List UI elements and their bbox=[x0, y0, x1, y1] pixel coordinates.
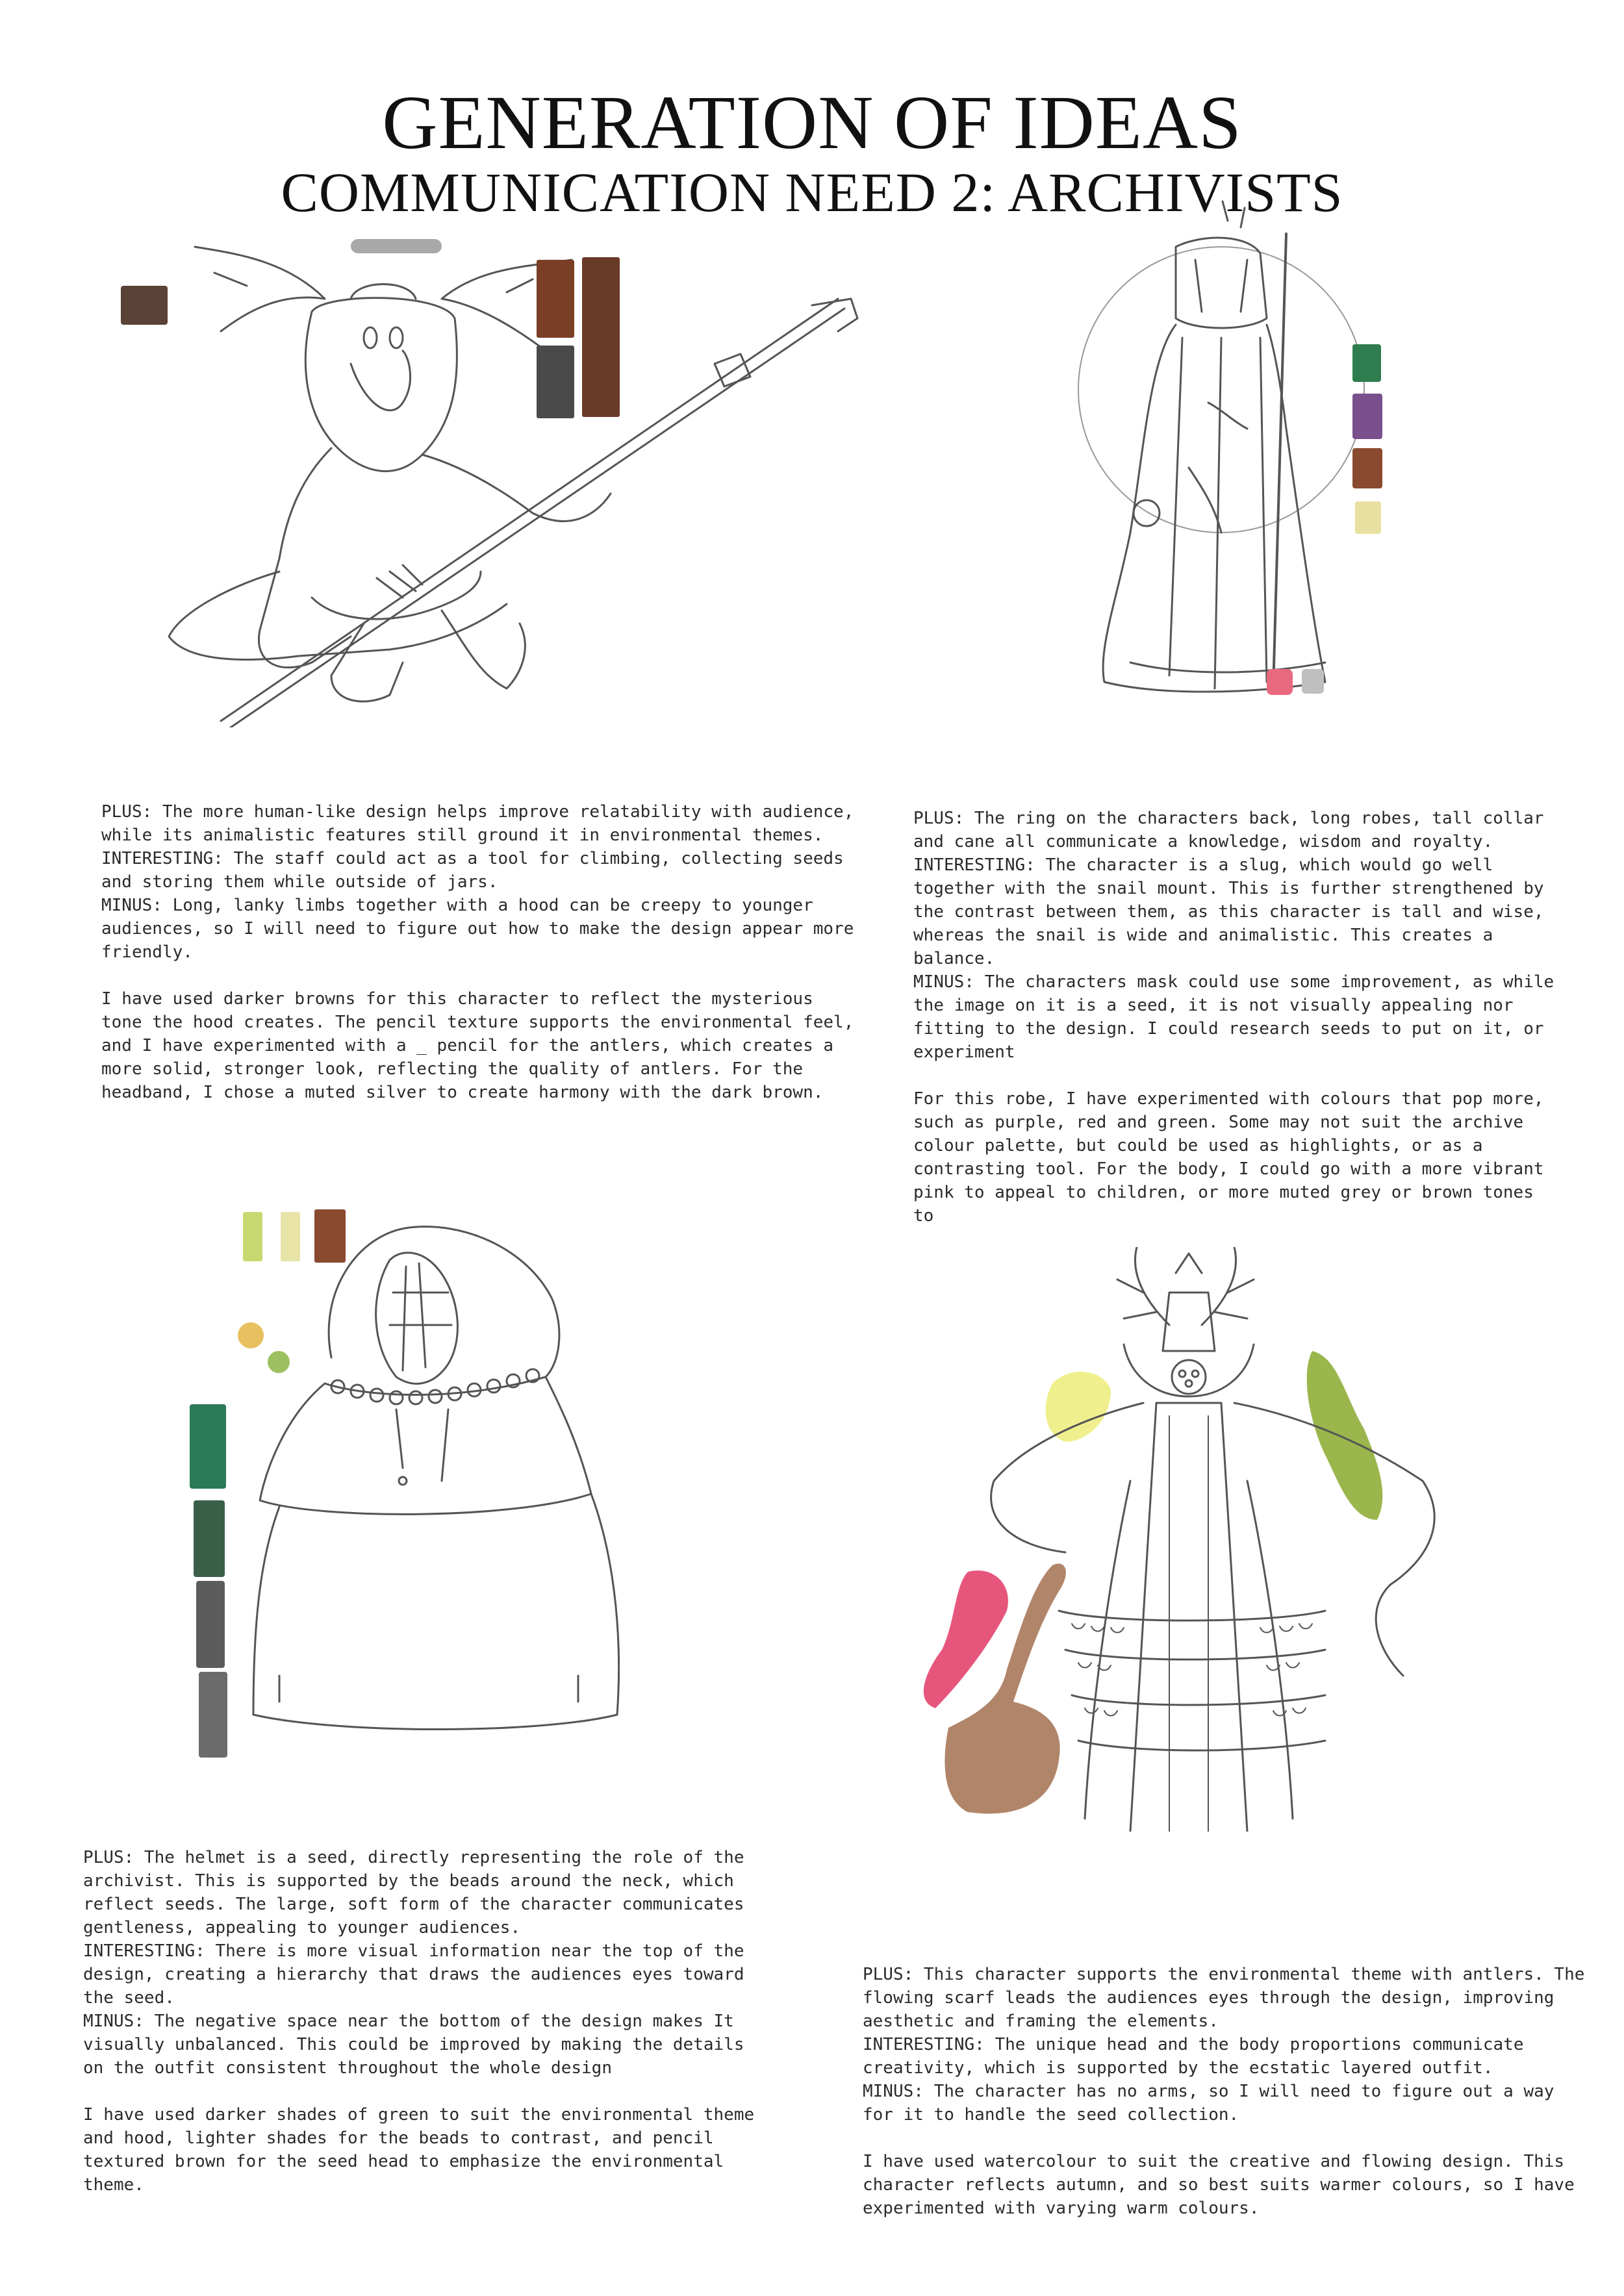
hooded-minus: MINUS: Long, lanky limbs together with a hood can be creepy to younger audiences, so I will need to figure out how to make the design appear more friendly. bbox=[101, 896, 865, 962]
color-swatch-dark-green bbox=[194, 1500, 225, 1577]
color-swatch-purple bbox=[1352, 394, 1382, 439]
antlered-character-notes bbox=[863, 1916, 1595, 2243]
color-swatch-dark-grey bbox=[196, 1581, 225, 1668]
seed-evaluation bbox=[83, 1846, 772, 2080]
hooded-character-sketch bbox=[117, 208, 870, 727]
hooded-colour-notes: I have used darker browns for this character to reflect the mysterious tone the hood creates. The pencil texture supports the environmental feel, and I have experimented with a _ pencil for the antlers, which creates a more solid, stronger look, reflecting the quality of antlers. For the headband, I chose a muted silver to create harmony with the dark brown. bbox=[101, 989, 865, 1102]
hooded-character-notes bbox=[101, 753, 865, 1128]
seed-colour-notes: I have used darker shades of green to suit the environmental theme and hood, lighter shades for the beads to contrast, and pencil textured brown for the seed head to emphasize the environmental theme. bbox=[83, 2105, 765, 2195]
antlers-plus: PLUS: This character supports the environmental theme with antlers. The flowing scarf leads the audiences eyes through the design, improving aesthetic and framing the elements. bbox=[863, 1965, 1595, 2031]
color-swatch-dark-brown bbox=[121, 286, 168, 325]
hooded-interesting: INTERESTING: The staff could act as a tool for climbing, collecting seeds and storing them while outside of jars. bbox=[101, 849, 854, 892]
color-swatch-dot-green bbox=[268, 1351, 290, 1373]
yellow-watercolour-wash bbox=[1046, 1372, 1111, 1442]
seed-character-drawing bbox=[240, 1221, 630, 1754]
seed-plus: PLUS: The helmet is a seed, directly representing the role of the archivist. This is supported by the beads around the neck, which reflect seeds. The large, soft form of the character communicates gentleness, appealing to younger audiences. bbox=[83, 1848, 755, 1937]
magenta-watercolour-wash bbox=[924, 1571, 1008, 1708]
color-swatch-rust-1 bbox=[537, 260, 574, 338]
hooded-evaluation bbox=[101, 800, 865, 964]
antlers-interesting: INTERESTING: The unique head and the body proportions communicate creativity, which is supported by the ecstatic layered outfit. bbox=[863, 2035, 1534, 2078]
color-swatch-charcoal bbox=[537, 346, 574, 418]
slug-character-notes bbox=[913, 760, 1564, 1251]
color-swatch-pink bbox=[1267, 669, 1293, 695]
slug-minus: MINUS: The characters mask could use some improvement, as while the image on it is a seed, it is not visually appealing nor fitting to the design. I could research seeds to put on it, or experiment bbox=[913, 972, 1564, 1062]
slug-character-sketch bbox=[1052, 195, 1390, 701]
color-swatch-teal-green bbox=[190, 1404, 226, 1489]
color-swatch-green bbox=[1352, 344, 1381, 382]
slug-plus: PLUS: The ring on the characters back, long robes, tall collar and cane all communicate a knowledge, wisdom and royalty. bbox=[913, 809, 1554, 852]
slug-colour-notes: For this robe, I have experimented with colours that pop more, such as purple, red and green. Some may not suit the archive colour palette, but could be used as highlights, or as a contrasting tool. For the body, I could go with a more vibrant pink to appeal to children, or more muted grey or brown tones to bbox=[913, 1089, 1554, 1226]
page-subtitle: COMMUNICATION NEED 2: ARCHIVISTS bbox=[281, 161, 1343, 224]
color-swatch-dot-yellow bbox=[238, 1322, 264, 1348]
seed-character-notes bbox=[83, 1799, 772, 2220]
seed-interesting: INTERESTING: There is more visual information near the top of the design, creating a hierarchy that draws the audiences eyes toward the seed. bbox=[83, 1941, 755, 2008]
antlers-evaluation bbox=[863, 1963, 1595, 2126]
slug-character-drawing bbox=[1052, 195, 1390, 701]
antlers-minus: MINUS: The character has no arms, so I will need to figure out a way for it to handle the seed collection. bbox=[863, 2082, 1565, 2125]
seed-character-sketch bbox=[240, 1221, 630, 1754]
color-swatch-rust-2 bbox=[582, 257, 620, 417]
page-title: GENERATION OF IDEAS bbox=[382, 80, 1242, 166]
color-swatch-light-yellow bbox=[1355, 501, 1381, 534]
color-swatch-grey bbox=[1302, 669, 1324, 694]
antlered-character-sketch bbox=[896, 1247, 1481, 1832]
slug-interesting: INTERESTING: The character is a slug, which would go well together with the snail mount. This is further strengthened by the contrast between them, as this character is tall and wise, whereas the snail is wide and animalistic. This creates a balance. bbox=[913, 855, 1554, 968]
antlers-colour-notes: I have used watercolour to suit the creative and flowing design. This character reflects autumn, and so best suits warmer colours, so I have experimented with varying warm colours. bbox=[863, 2152, 1585, 2218]
hooded-plus: PLUS: The more human-like design helps improve relatability with audience, while its animalistic features still ground it in environmental themes. bbox=[101, 802, 865, 845]
color-swatch-medium-grey bbox=[199, 1672, 227, 1758]
slug-evaluation bbox=[913, 807, 1564, 1064]
olive-watercolour-wash bbox=[1307, 1351, 1383, 1520]
hooded-character-drawing bbox=[117, 208, 870, 727]
color-swatch-silver bbox=[351, 239, 442, 253]
color-swatch-rust-4 bbox=[314, 1209, 346, 1263]
antlered-character-drawing bbox=[896, 1247, 1481, 1832]
color-swatch-rust-3 bbox=[1352, 448, 1382, 488]
seed-minus: MINUS: The negative space near the bottom of the design makes It visually unbalanced. This could be improved by making the details on the outfit consistent throughout the whole design bbox=[83, 2012, 755, 2078]
color-swatch-lime bbox=[243, 1212, 262, 1261]
color-swatch-pale-yellow bbox=[281, 1212, 300, 1261]
